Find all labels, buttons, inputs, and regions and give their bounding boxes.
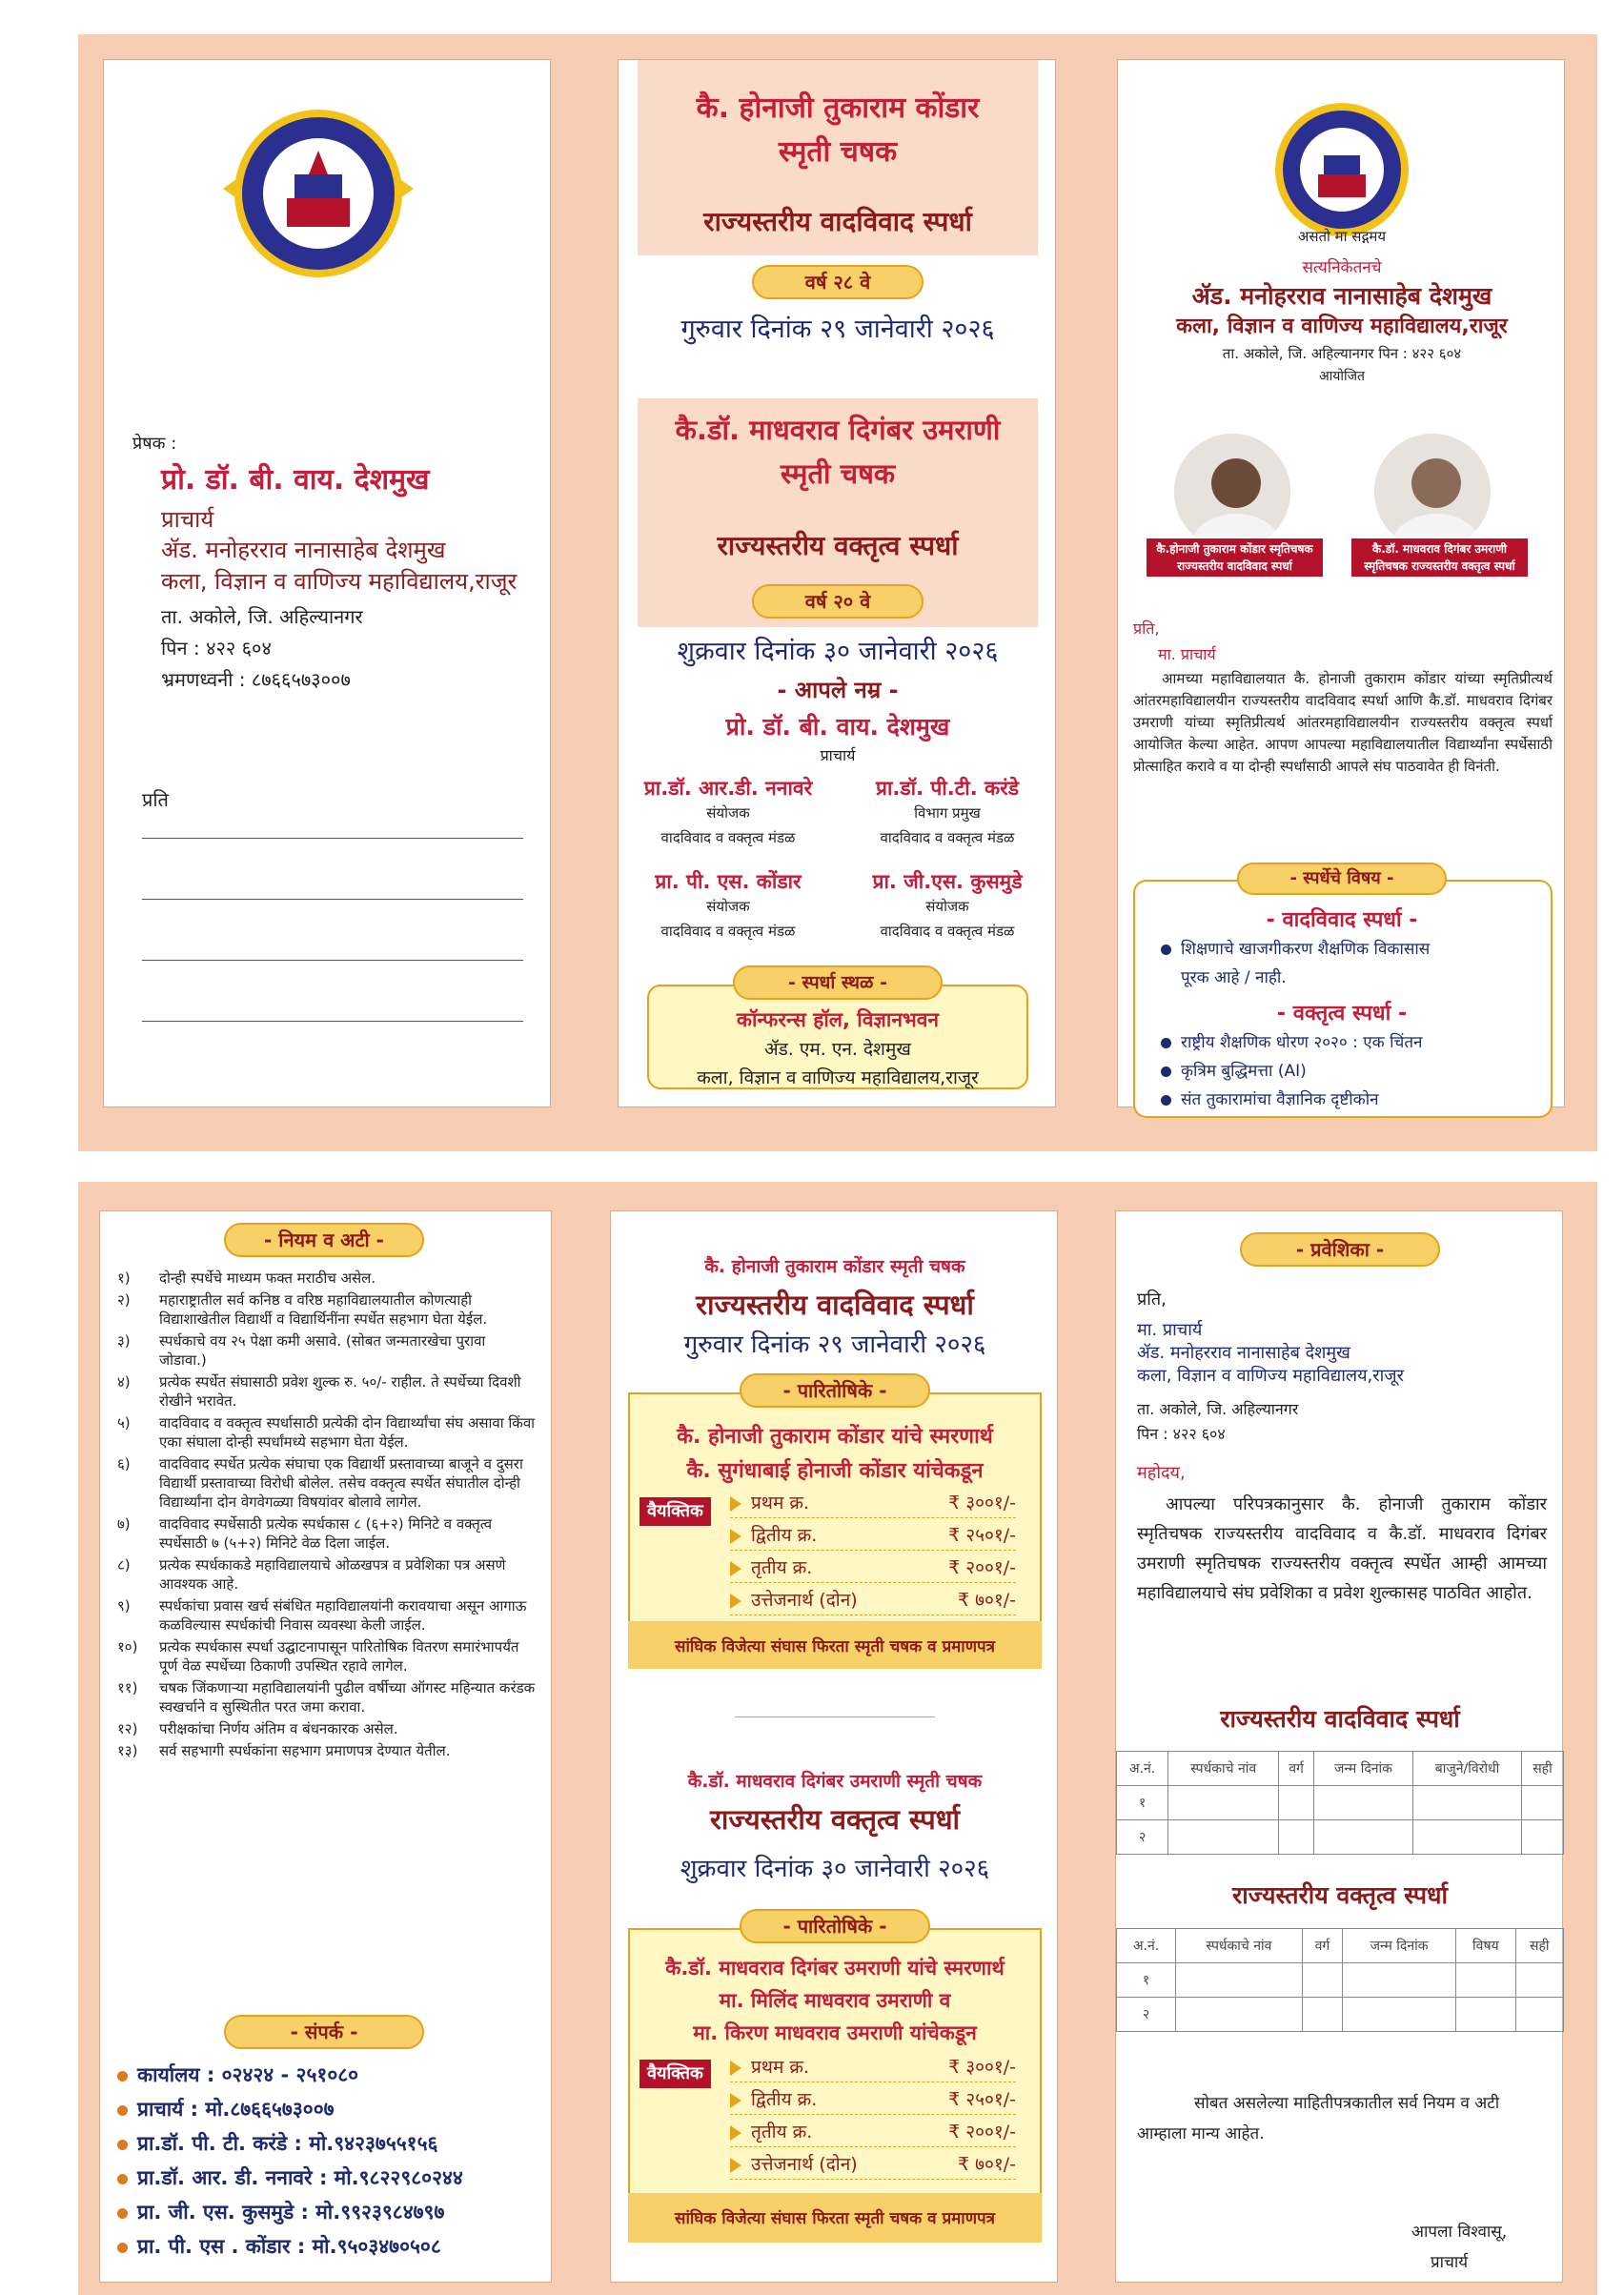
table-row <box>1117 1786 1564 1820</box>
rule-item <box>117 1678 537 1716</box>
debate-label: - वादविवाद स्पर्धा - <box>1266 908 1418 932</box>
events-panel <box>618 59 1056 1107</box>
donor2-line1: कै.डॉ. माधवराव दिगंबर उमराणी यांचे स्मरणार्थ <box>665 1957 1005 1980</box>
table-header: वर्ग <box>1279 1752 1314 1786</box>
rule-text: प्रत्येक स्पर्धेत संघासाठी प्रवेश शुल्क रु. ५०/- राहील. ते स्पर्धेच्या दिवशी रोखीने भरावेत. <box>159 1373 521 1410</box>
rule-text: सर्व सहभागी स्पर्धकांना सहभाग प्रमाणपत्र देण्यात येतील. <box>159 1742 451 1759</box>
table-cell[interactable] <box>1521 1820 1563 1855</box>
prizes-panel <box>610 1210 1058 2283</box>
entry-form-panel <box>1115 1210 1563 2283</box>
rule-number: ४) <box>117 1373 131 1391</box>
rule-item <box>117 1290 537 1329</box>
bullet-icon <box>117 2071 128 2082</box>
invitation-panel <box>1117 59 1565 1107</box>
table-header: अ.नं. <box>1117 1929 1176 1963</box>
motto: असतो मा सद्गमय <box>1297 228 1387 245</box>
bullet-icon <box>117 2208 128 2219</box>
ribbon-2: कै.डॉ. माधवराव दिगंबर उमराणी स्मृतिचषक राज्यस्तरीय वक्तृत्व स्पर्धा <box>1351 538 1528 577</box>
table-cell[interactable] <box>1342 1963 1455 1998</box>
table-cell[interactable] <box>1515 1963 1563 1998</box>
prize-amount: ₹ ७०१/- <box>957 2154 1016 2175</box>
rule-item <box>117 1269 537 1288</box>
table-row <box>1117 1998 1564 2032</box>
bullet-icon <box>1161 944 1171 955</box>
table-header: बाजुने/विरोधी <box>1413 1752 1522 1786</box>
bullet-icon <box>1161 1095 1171 1106</box>
table-cell[interactable] <box>1168 1820 1279 1855</box>
entry-label: - प्रवेशिका - <box>1240 1232 1440 1267</box>
agreement-text: सोबत असलेल्या माहितीपत्रकातील सर्व नियम व अटी आम्हाला मान्य आहेत. <box>1137 2094 1500 2143</box>
phone: भ्रमणध्वनी : ८७६६५७३००७ <box>161 668 351 691</box>
rule-text: परीक्षकांचा निर्णय अंतिम व बंधनकारक असेल. <box>159 1720 398 1737</box>
bullet-icon <box>117 2140 128 2150</box>
college-logo <box>1270 98 1413 241</box>
comp2-title: राज्यस्तरीय वक्तृत्व स्पर्धा <box>717 530 959 561</box>
person2-name: प्रा.डॉ. पी.टी. करंडे <box>876 777 1019 800</box>
venue-line1: कॉन्फरन्स हॉल, विज्ञानभवन <box>736 1008 940 1031</box>
table-header: विषय <box>1456 1929 1515 1963</box>
person1-name: प्रा.डॉ. आर.डी. ननावरे <box>643 777 813 800</box>
rule-item <box>117 1514 537 1553</box>
ribbon-1: कै.होनाजी तुकाराम कोंडार स्मृतिचषक राज्यस्तरीय वादविवाद स्पर्धा <box>1147 538 1323 577</box>
contact-list <box>117 2061 546 2267</box>
table-header: जन्म दिनांक <box>1342 1929 1455 1963</box>
table-cell[interactable] <box>1413 1786 1522 1820</box>
table-header: जन्म दिनांक <box>1313 1752 1412 1786</box>
person4-name: प्रा. जी.एस. कुसमुडे <box>872 870 1023 893</box>
host-address: ता. अकोले, जि. अहिल्यानगर पिन : ४२२ ६०४ <box>1222 345 1462 362</box>
table-cell[interactable] <box>1302 1998 1342 2032</box>
table-cell[interactable] <box>1279 1786 1314 1820</box>
rules-panel <box>99 1210 552 2283</box>
contact-item <box>117 2199 546 2225</box>
person3-name: प्रा. पी. एस. कोंडार <box>655 870 802 893</box>
prize-rank: उत्तेजनार्थ (दोन) <box>751 1590 858 1611</box>
donor2-line2: मा. मिलिंद माधवराव उमराणी व <box>719 1989 951 2012</box>
prize-row <box>730 1522 1016 1551</box>
prizes-label: - पारितोषिके - <box>740 1373 930 1408</box>
prize-row <box>730 2151 1016 2180</box>
table-row <box>1117 1820 1564 1855</box>
entry-pin: पिन : ४२२ ६०४ <box>1137 1425 1226 1443</box>
rule-number: २) <box>117 1291 131 1309</box>
table-cell[interactable] <box>1279 1820 1314 1855</box>
letter-to-role: मा. प्राचार्य <box>1158 645 1216 663</box>
rule-number: १३) <box>117 1742 138 1759</box>
person4-dept: वादविवाद व वक्तृत्व मंडळ <box>880 923 1015 940</box>
table2-title: राज्यस्तरीय वक्तृत्व स्पर्धा <box>1232 1881 1448 1909</box>
entry-body: आपल्या परिपत्रकानुसार कै. होनाजी तुकाराम कोंडार स्मृतिचषक राज्यस्तरीय वादविवाद व कै.डॉ. माधवराव दिगंबर उमराणी स्मृतिचषक राज्यस्तरीय वक्तृत्व स्पर्धेत आम्ही आमच्या महाविद्यालयाचे संघ प्रवेशिका व प्रवेश शुल्कासह पाठवित आहोत. <box>1137 1494 1547 1603</box>
cup1-subtitle: स्मृती चषक <box>778 135 898 169</box>
speech-entry-table[interactable] <box>1116 1928 1564 2032</box>
rule-number: १) <box>117 1269 131 1287</box>
pin: पिन : ४२२ ६०४ <box>161 637 272 660</box>
entry-to-role: मा. प्राचार्य <box>1137 1320 1203 1340</box>
host-college1: ॲड. मनोहरराव नानासाहेब देशमुख <box>1191 282 1492 310</box>
host-college2: कला, विज्ञान व वाणिज्य महाविद्यालय,राजूर <box>1176 315 1508 338</box>
debate-topic: शिक्षणाचे खाजगीकरण शैक्षणिक विकासास <box>1161 937 1430 959</box>
sign-line2: प्राचार्य <box>1431 2253 1469 2272</box>
rule-number: ६) <box>117 1455 131 1472</box>
sender-role: प्राचार्य <box>161 506 214 533</box>
address-panel <box>103 59 551 1107</box>
row-number: २ <box>1117 1998 1176 2032</box>
bullet-icon <box>117 2243 128 2253</box>
person2-role: विभाग प्रमुख <box>914 804 981 822</box>
person1-dept: वादविवाद व वक्तृत्व मंडळ <box>660 829 796 846</box>
entry-to: प्रति, <box>1137 1290 1167 1310</box>
table-cell[interactable] <box>1521 1786 1563 1820</box>
topics-label: - स्पर्धेचे विषय - <box>1237 863 1447 895</box>
bullet-icon <box>1161 1038 1171 1048</box>
table-header: स्पर्धकाचे नांव <box>1168 1752 1279 1786</box>
organized-label: आयोजित <box>1318 369 1366 384</box>
table-cell[interactable] <box>1313 1820 1412 1855</box>
prize-rank: द्वितीय क्र. <box>751 2089 818 2110</box>
sender-label: प्रेषक : <box>132 434 177 454</box>
table-cell[interactable] <box>1456 1998 1515 2032</box>
year1-badge: वर्ष २८ वे <box>752 265 924 299</box>
venue-line3: कला, विज्ञान व वाणिज्य महाविद्यालय,राजूर <box>697 1067 979 1088</box>
team-prize-1: सांघिक विजेत्या संघास फिरता स्मृती चषक व प्रमाणपत्र <box>674 1637 996 1656</box>
rule-text: दोन्ही स्पर्धेचे माध्यम फक्त मराठीच असेल. <box>159 1269 376 1287</box>
rule-text: स्पर्धकांचा प्रवास खर्च संबंधित महाविद्यालयांनी करावयाचा असून आगाऊ कळविल्यास स्पर्धकांची निवास व्यवस्था केली जाईल. <box>159 1597 527 1634</box>
contact-text: प्रा. जी. एस. कुसमुडे : मो.९९२३९८४७९७ <box>137 2201 445 2224</box>
invitation-letter: आमच्या महाविद्यालयात कै. होनाजी तुकाराम कोंडार यांच्या स्मृतिप्रीत्यर्थ आंतरमहाविद्यालयीन राज्यस्तरीय वादविवाद स्पर्धा आणि कै.डॉ. माधवराव दिगंबर उमराणी यांच्या स्मृतिप्रीत्यर्थ आंतरमहाविद्यालयीन राज्यस्तरीय वक्तृत्व स्पर्धा आयोजित केल्या आहेत. आपण आपल्या महाविद्यालयातील विद्यार्थ्यांना स्पर्धेसाठी प्रोत्साहित करावे व या दोन्ही स्पर्धांसाठी आपले संघ पाठवावेत ही विनंती. <box>1133 670 1553 775</box>
rule-text: महाराष्ट्रातील सर्व कनिष्ठ व वरिष्ठ महाविद्यालयातील कोणत्याही विद्याशाखेतील विद्यार्थी व विद्यार्थिनींना स्पर्धेत सहभाग घेता येईल. <box>159 1291 488 1328</box>
comp1-date: गुरुवार दिनांक २९ जानेवारी २०२६ <box>683 1330 986 1359</box>
comp2-date: शुक्रवार दिनांक ३० जानेवारी २०२६ <box>680 1855 990 1883</box>
rule-item <box>117 1413 537 1452</box>
contact-text: प्रा.डॉ. आर. डी. ननावरे : मो.९८२२९८०२४४ <box>137 2166 463 2189</box>
rule-item <box>117 1637 537 1676</box>
prize-row <box>730 2054 1016 2082</box>
prize-amount: ₹ २५०१/- <box>948 2089 1016 2110</box>
rule-text: प्रत्येक स्पर्धकाकडे महाविद्यालयाचे ओळखपत्र व प्रवेशिका पत्र असणे आवश्यक आहे. <box>159 1556 506 1593</box>
person3-role: संयोजक <box>706 898 750 915</box>
table-header: अ.नं. <box>1117 1752 1168 1786</box>
prize-row <box>730 1554 1016 1583</box>
rule-number: ३) <box>117 1332 131 1350</box>
rule-item <box>117 1331 537 1370</box>
prize-rank: द्वितीय क्र. <box>751 1525 818 1546</box>
table-header: सही <box>1521 1752 1563 1786</box>
donor1-line1: कै. होनाजी तुकाराम कोंडार यांचे स्मरणार्थ <box>677 1425 993 1449</box>
divider <box>735 1716 935 1717</box>
debate-entry-table[interactable] <box>1116 1751 1564 1855</box>
arrow-icon <box>730 2061 741 2076</box>
rule-number: १०) <box>117 1638 138 1655</box>
humble-label: - आपले नम्र - <box>777 677 899 703</box>
rule-text: वादविवाद स्पर्धेसाठी प्रत्येक स्पर्धकास ८ (६+२) मिनिटे व वक्तृत्व स्पर्धेसाठी ७ (५+२) मिनिटे वेळ दिला जाईल. <box>159 1515 493 1552</box>
table-header: स्पर्धकाचे नांव <box>1176 1929 1303 1963</box>
row-number: १ <box>1117 1963 1176 1998</box>
entry-taluka: ता. अकोले, जि. अहिल्यानगर <box>1137 1400 1299 1418</box>
letter-to: प्रति, <box>1133 619 1160 638</box>
cup1-name: कै. होनाजी तुकाराम कोंडार स्मृती चषक <box>704 1256 965 1277</box>
arrow-icon <box>730 1594 741 1609</box>
rule-item <box>117 1741 537 1760</box>
person2-dept: वादविवाद व वक्तृत्व मंडळ <box>880 829 1015 846</box>
entry-college2: कला, विज्ञान व वाणिज्य महाविद्यालय,राजूर <box>1137 1366 1405 1386</box>
contact-item <box>117 2164 546 2191</box>
table-cell[interactable] <box>1313 1786 1412 1820</box>
venue-line2: ॲड. एम. एन. देशमुख <box>764 1039 911 1060</box>
speech-topic: संत तुकारामांचा वैज्ञानिक दृष्टीकोन <box>1161 1087 1379 1109</box>
arrow-icon <box>730 1496 741 1512</box>
prize-row <box>730 2119 1016 2147</box>
person4-role: संयोजक <box>925 898 969 915</box>
contact-item <box>117 2096 546 2122</box>
contact-text: प्राचार्य : मो.८७६६५७३००७ <box>137 2098 335 2121</box>
table-cell[interactable] <box>1176 1963 1303 1998</box>
table1-title: राज्यस्तरीय वादविवाद स्पर्धा <box>1220 1705 1460 1733</box>
prize-rank: प्रथम क्र. <box>751 2057 809 2078</box>
comp1-title: राज्यस्तरीय वादविवाद स्पर्धा <box>703 206 972 237</box>
row-number: २ <box>1117 1820 1168 1855</box>
address-line <box>142 960 523 961</box>
college-line2: कला, विज्ञान व वाणिज्य महाविद्यालय,राजूर <box>161 568 518 595</box>
individual-tag: वैयक्तिक <box>639 1497 711 1526</box>
table-cell[interactable] <box>1302 1963 1342 1998</box>
contact-text: प्रा.डॉ. पी. टी. करंडे : मो.९४२३७५५१५६ <box>137 2132 438 2155</box>
row-number: १ <box>1117 1786 1168 1820</box>
taluka: ता. अकोले, जि. अहिल्यानगर <box>161 605 363 628</box>
prize-rank: तृतीय क्र. <box>751 1557 813 1578</box>
arrow-icon <box>730 2093 741 2108</box>
cup1-title: कै. होनाजी तुकाराम कोंडार <box>696 91 980 125</box>
table-cell[interactable] <box>1168 1786 1279 1820</box>
arrow-icon <box>730 2158 741 2173</box>
table-cell[interactable] <box>1456 1963 1515 1998</box>
rule-item <box>117 1372 537 1411</box>
portrait-photo-1 <box>1170 430 1294 554</box>
prize-amount: ₹ ७०१/- <box>957 1590 1016 1611</box>
rule-text: वादविवाद व वक्तृत्व स्पर्धासाठी प्रत्येकी दोन विद्यार्थ्यांचा संघ असावा किंवा एका संघाला दोन्ही स्पर्धांमध्ये सहभाग घेता येईल. <box>159 1414 536 1451</box>
venue-label: - स्पर्धा स्थळ - <box>733 965 943 1000</box>
donor2-line3: मा. किरण माधवराव उमराणी यांचेकडून <box>693 2021 977 2044</box>
rule-number: ९) <box>117 1597 131 1615</box>
cup2-title: कै.डॉ. माधवराव दिगंबर उमराणी <box>675 414 1001 446</box>
address-line <box>142 899 523 900</box>
sender-name: प्रो. डॉ. बी. वाय. देशमुख <box>161 463 430 497</box>
rules-label: - नियम व अटी - <box>224 1223 424 1257</box>
college-line1: ॲड. मनोहरराव नानासाहेब देशमुख <box>161 537 446 563</box>
rule-number: ८) <box>117 1556 131 1574</box>
entry-college1: ॲड. मनोहरराव नानासाहेब देशमुख <box>1137 1343 1350 1363</box>
rule-text: वादविवाद स्पर्धेत प्रत्येक संघाचा एक विद्यार्थी प्रस्तावाच्या बाजूने व दुसरा विद्यार्थी प्रस्तावाच्या विरोधी बोलेल. तसेच वक्तृत्व स्पर्धेत संघातील दोन्ही विद्यार्थ्यांना दोन वेगवेगळ्या विषयांवर बोलावे लागेल. <box>159 1455 523 1511</box>
date1: गुरुवार दिनांक २९ जानेवारी २०२६ <box>680 315 995 344</box>
bullet-icon <box>117 2174 128 2184</box>
prize-amount: ₹ २००१/- <box>948 1557 1016 1578</box>
prizes-label: - पारितोषिके - <box>740 1909 930 1943</box>
speech-topic: राष्ट्रीय शैक्षणिक धोरण २०२० : एक चिंतन <box>1161 1030 1422 1052</box>
individual-tag: वैयक्तिक <box>639 2060 711 2088</box>
person1-role: संयोजक <box>706 804 750 822</box>
rule-number: ११) <box>117 1679 138 1696</box>
rule-text: चषक जिंकणाऱ्या महाविद्यालयांनी पुढील वर्षीच्या ऑगस्ट महिन्यात करंडक स्वखर्चाने व सुस्थितीत परत जमा करावा. <box>159 1679 536 1716</box>
address-line <box>142 1021 523 1022</box>
table-row <box>1117 1963 1564 1998</box>
rule-item <box>117 1596 537 1635</box>
comp2-name: राज्यस्तरीय वक्तृत्व स्पर्धा <box>709 1803 961 1836</box>
donor1-line2: कै. सुगंधाबाई होनाजी कोंडार यांचेकडून <box>686 1459 984 1483</box>
table-header-row <box>1117 1752 1564 1786</box>
contact-text: प्रा. पी. एस . कोंडार : मो.९५०३४७०५०८ <box>137 2235 441 2258</box>
rule-text: प्रत्येक स्पर्धकास स्पर्धा उद्घाटनापासून पारितोषिक वितरण समारंभापर्यंत पूर्ण वेळ स्पर्धेच्या ठिकाणी उपस्थित रहावे लागेल. <box>159 1638 519 1675</box>
rule-number: ५) <box>117 1414 131 1432</box>
prize-amount: ₹ २५०१/- <box>948 1525 1016 1546</box>
to-label: प्रति <box>142 788 169 811</box>
prize-row <box>730 1490 1016 1518</box>
table-header: सही <box>1515 1929 1563 1963</box>
table-header: वर्ग <box>1302 1929 1342 1963</box>
prize-amount: ₹ २००१/- <box>948 2122 1016 2143</box>
table-cell[interactable] <box>1176 1998 1303 2032</box>
college-logo <box>218 98 418 289</box>
table-cell[interactable] <box>1413 1820 1522 1855</box>
arrow-icon <box>730 1529 741 1544</box>
prize-amount: ₹ ३००१/- <box>948 1493 1016 1513</box>
cup2-name: कै.डॉ. माधवराव दिगंबर उमराणी स्मृती चषक <box>687 1771 983 1792</box>
prize-amount: ₹ ३००१/- <box>948 2057 1016 2078</box>
prize-row <box>730 2086 1016 2115</box>
contact-item <box>117 2233 546 2260</box>
org-name: सत्यनिकेतनचे <box>1302 258 1382 277</box>
comp1-name: राज्यस्तरीय वादविवाद स्पर्धा <box>696 1289 974 1321</box>
cup2-subtitle: स्मृती चषक <box>780 457 896 490</box>
contact-item <box>117 2061 546 2088</box>
speech-label: - वक्तृत्व स्पर्धा - <box>1276 1002 1408 1026</box>
table-cell[interactable] <box>1342 1998 1455 2032</box>
prize-rank: उत्तेजनार्थ (दोन) <box>751 2154 858 2175</box>
table-header-row <box>1117 1929 1564 1963</box>
speech-topic: कृत्रिम बुद्धिमत्ता (AI) <box>1161 1059 1307 1081</box>
salutation: महोदय, <box>1137 1463 1186 1483</box>
principal-role: प्राचार्य <box>820 746 856 764</box>
year2-badge: वर्ष २० वे <box>752 584 924 619</box>
bullet-icon <box>117 2105 128 2116</box>
rules-list <box>117 1269 537 1763</box>
prize-row <box>730 1587 1016 1615</box>
contact-item <box>117 2130 546 2157</box>
rule-text: स्पर्धकाचे वय २५ पेक्षा कमी असावे. (सोबत जन्मतारखेचा पुरावा जोडावा.) <box>159 1332 486 1369</box>
rule-item <box>117 1555 537 1594</box>
address-line <box>142 838 523 839</box>
rule-number: १२) <box>117 1720 138 1737</box>
contact-label: - संपर्क - <box>224 2015 424 2049</box>
team-prize-2: सांघिक विजेत्या संघास फिरता स्मृती चषक व प्रमाणपत्र <box>674 2209 996 2228</box>
rule-number: ७) <box>117 1515 131 1533</box>
debate-topic-cont: पूरक आहे / नाही. <box>1181 968 1287 987</box>
date2: शुक्रवार दिनांक ३० जानेवारी २०२६ <box>677 637 999 666</box>
arrow-icon <box>730 1561 741 1576</box>
principal-name: प्रो. डॉ. बी. वाय. देशमुख <box>725 713 950 741</box>
arrow-icon <box>730 2125 741 2141</box>
rule-item <box>117 1454 537 1512</box>
portrait-photo-2 <box>1370 430 1494 554</box>
prize-rank: प्रथम क्र. <box>751 1493 809 1513</box>
person3-dept: वादविवाद व वक्तृत्व मंडळ <box>660 923 796 940</box>
bullet-icon <box>1161 1066 1171 1077</box>
sign-line1: आपला विश्वासू, <box>1411 2223 1508 2242</box>
rule-item <box>117 1719 537 1738</box>
table-cell[interactable] <box>1515 1998 1563 2032</box>
contact-text: कार्यालय : ०२४२४ - २५१०८० <box>137 2063 359 2086</box>
prize-rank: तृतीय क्र. <box>751 2122 813 2143</box>
